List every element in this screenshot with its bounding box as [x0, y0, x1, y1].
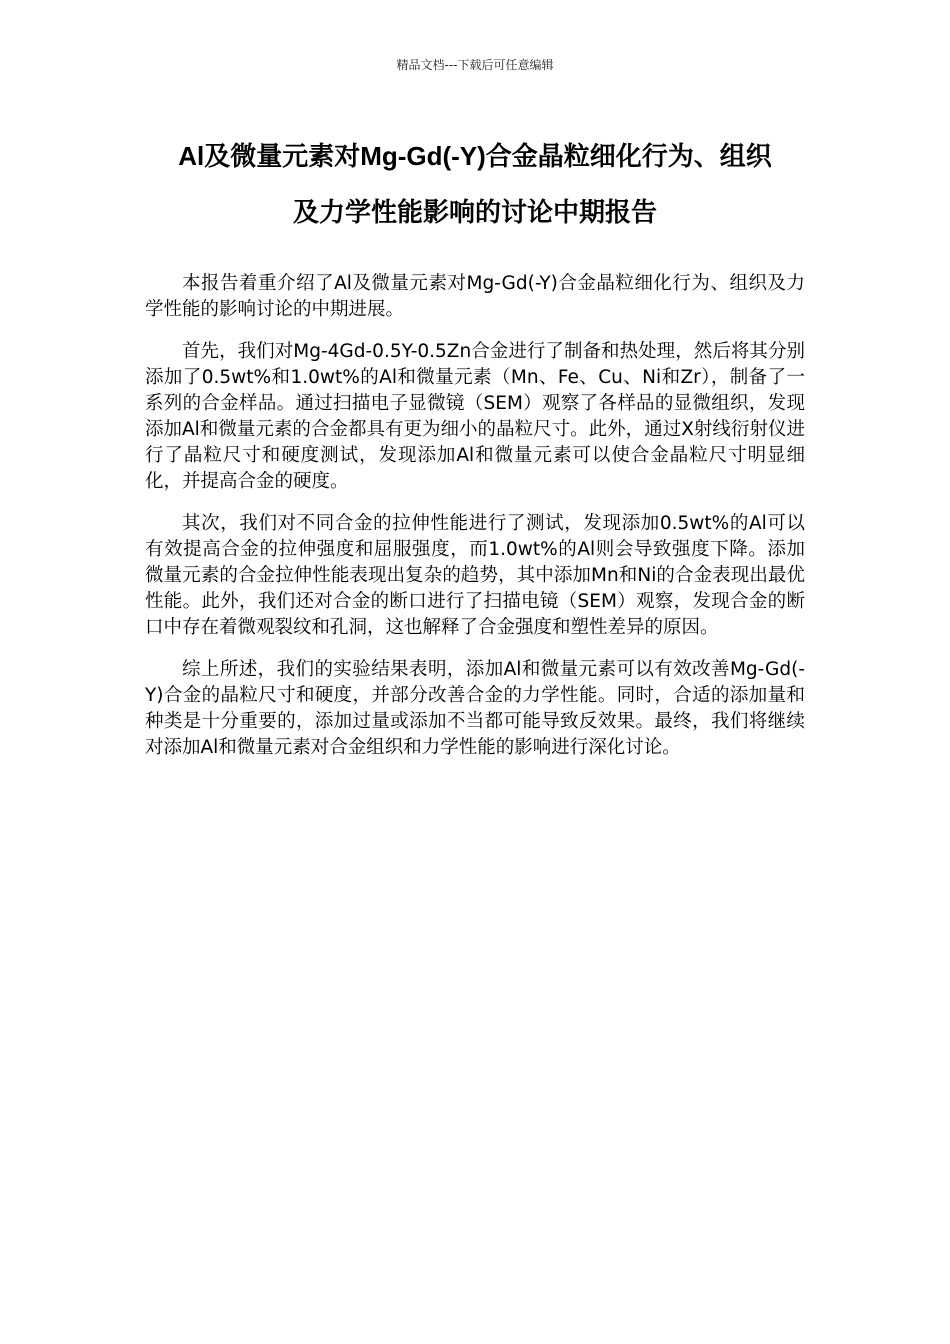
page-header: 精品文档---下载后可任意编辑	[396, 58, 554, 72]
paragraph-second: 其次，我们对不同合金的拉伸性能进行了测试，发现添加0.5wt%的Al可以有效提高合金的拉伸强度和屈服强度，而1.0wt%的Al则会导致强度下降。添加微量元素的合金拉伸性能表现出复杂的趋势，其中添加Mn和Ni的合金表现出最优性能。此外，我们还对合金的断口进行了扫描电镜（SEM）观察，发现合金的断口中存在着微观裂纹和孔洞，这也解释了合金强度和塑性差异的原因。	[145, 513, 805, 638]
paragraph-intro: 本报告着重介绍了Al及微量元素对Mg-Gd(-Y)合金晶粒细化行为、组织及力学性能的影响讨论的中期进展。	[145, 273, 805, 320]
document-title	[110, 128, 840, 240]
title-line-1: Al及微量元素对Mg-Gd(-Y)合金晶粒细化行为、组织	[178, 141, 772, 171]
paragraph-conclusion: 综上所述，我们的实验结果表明，添加Al和微量元素可以有效改善Mg-Gd(-Y)合金的晶粒尺寸和硬度，并部分改善合金的力学性能。同时，合适的添加量和种类是十分重要的，添加过量或添加不当都可能导致反效果。最终，我们将继续对添加Al和微量元素对合金组织和力学性能的影响进行深化讨论。	[145, 659, 805, 758]
paragraph-first: 首先，我们对Mg-4Gd-0.5Y-0.5Zn合金进行了制备和热处理，然后将其分别添加了0.5wt%和1.0wt%的Al和微量元素（Mn、Fe、Cu、Ni和Zr），制备了一系列的合金样品。通过扫描电子显微镜（SEM）观察了各样品的显微组织，发现添加Al和微量元素的合金都具有更为细小的晶粒尺寸。此外，通过X射线衍射仪进行了晶粒尺寸和硬度测试，发现添加Al和微量元素可以使合金晶粒尺寸明显细化，并提高合金的硬度。	[145, 341, 805, 492]
title-line-2: 及力学性能影响的讨论中期报告	[292, 197, 657, 227]
document-body	[145, 271, 805, 777]
